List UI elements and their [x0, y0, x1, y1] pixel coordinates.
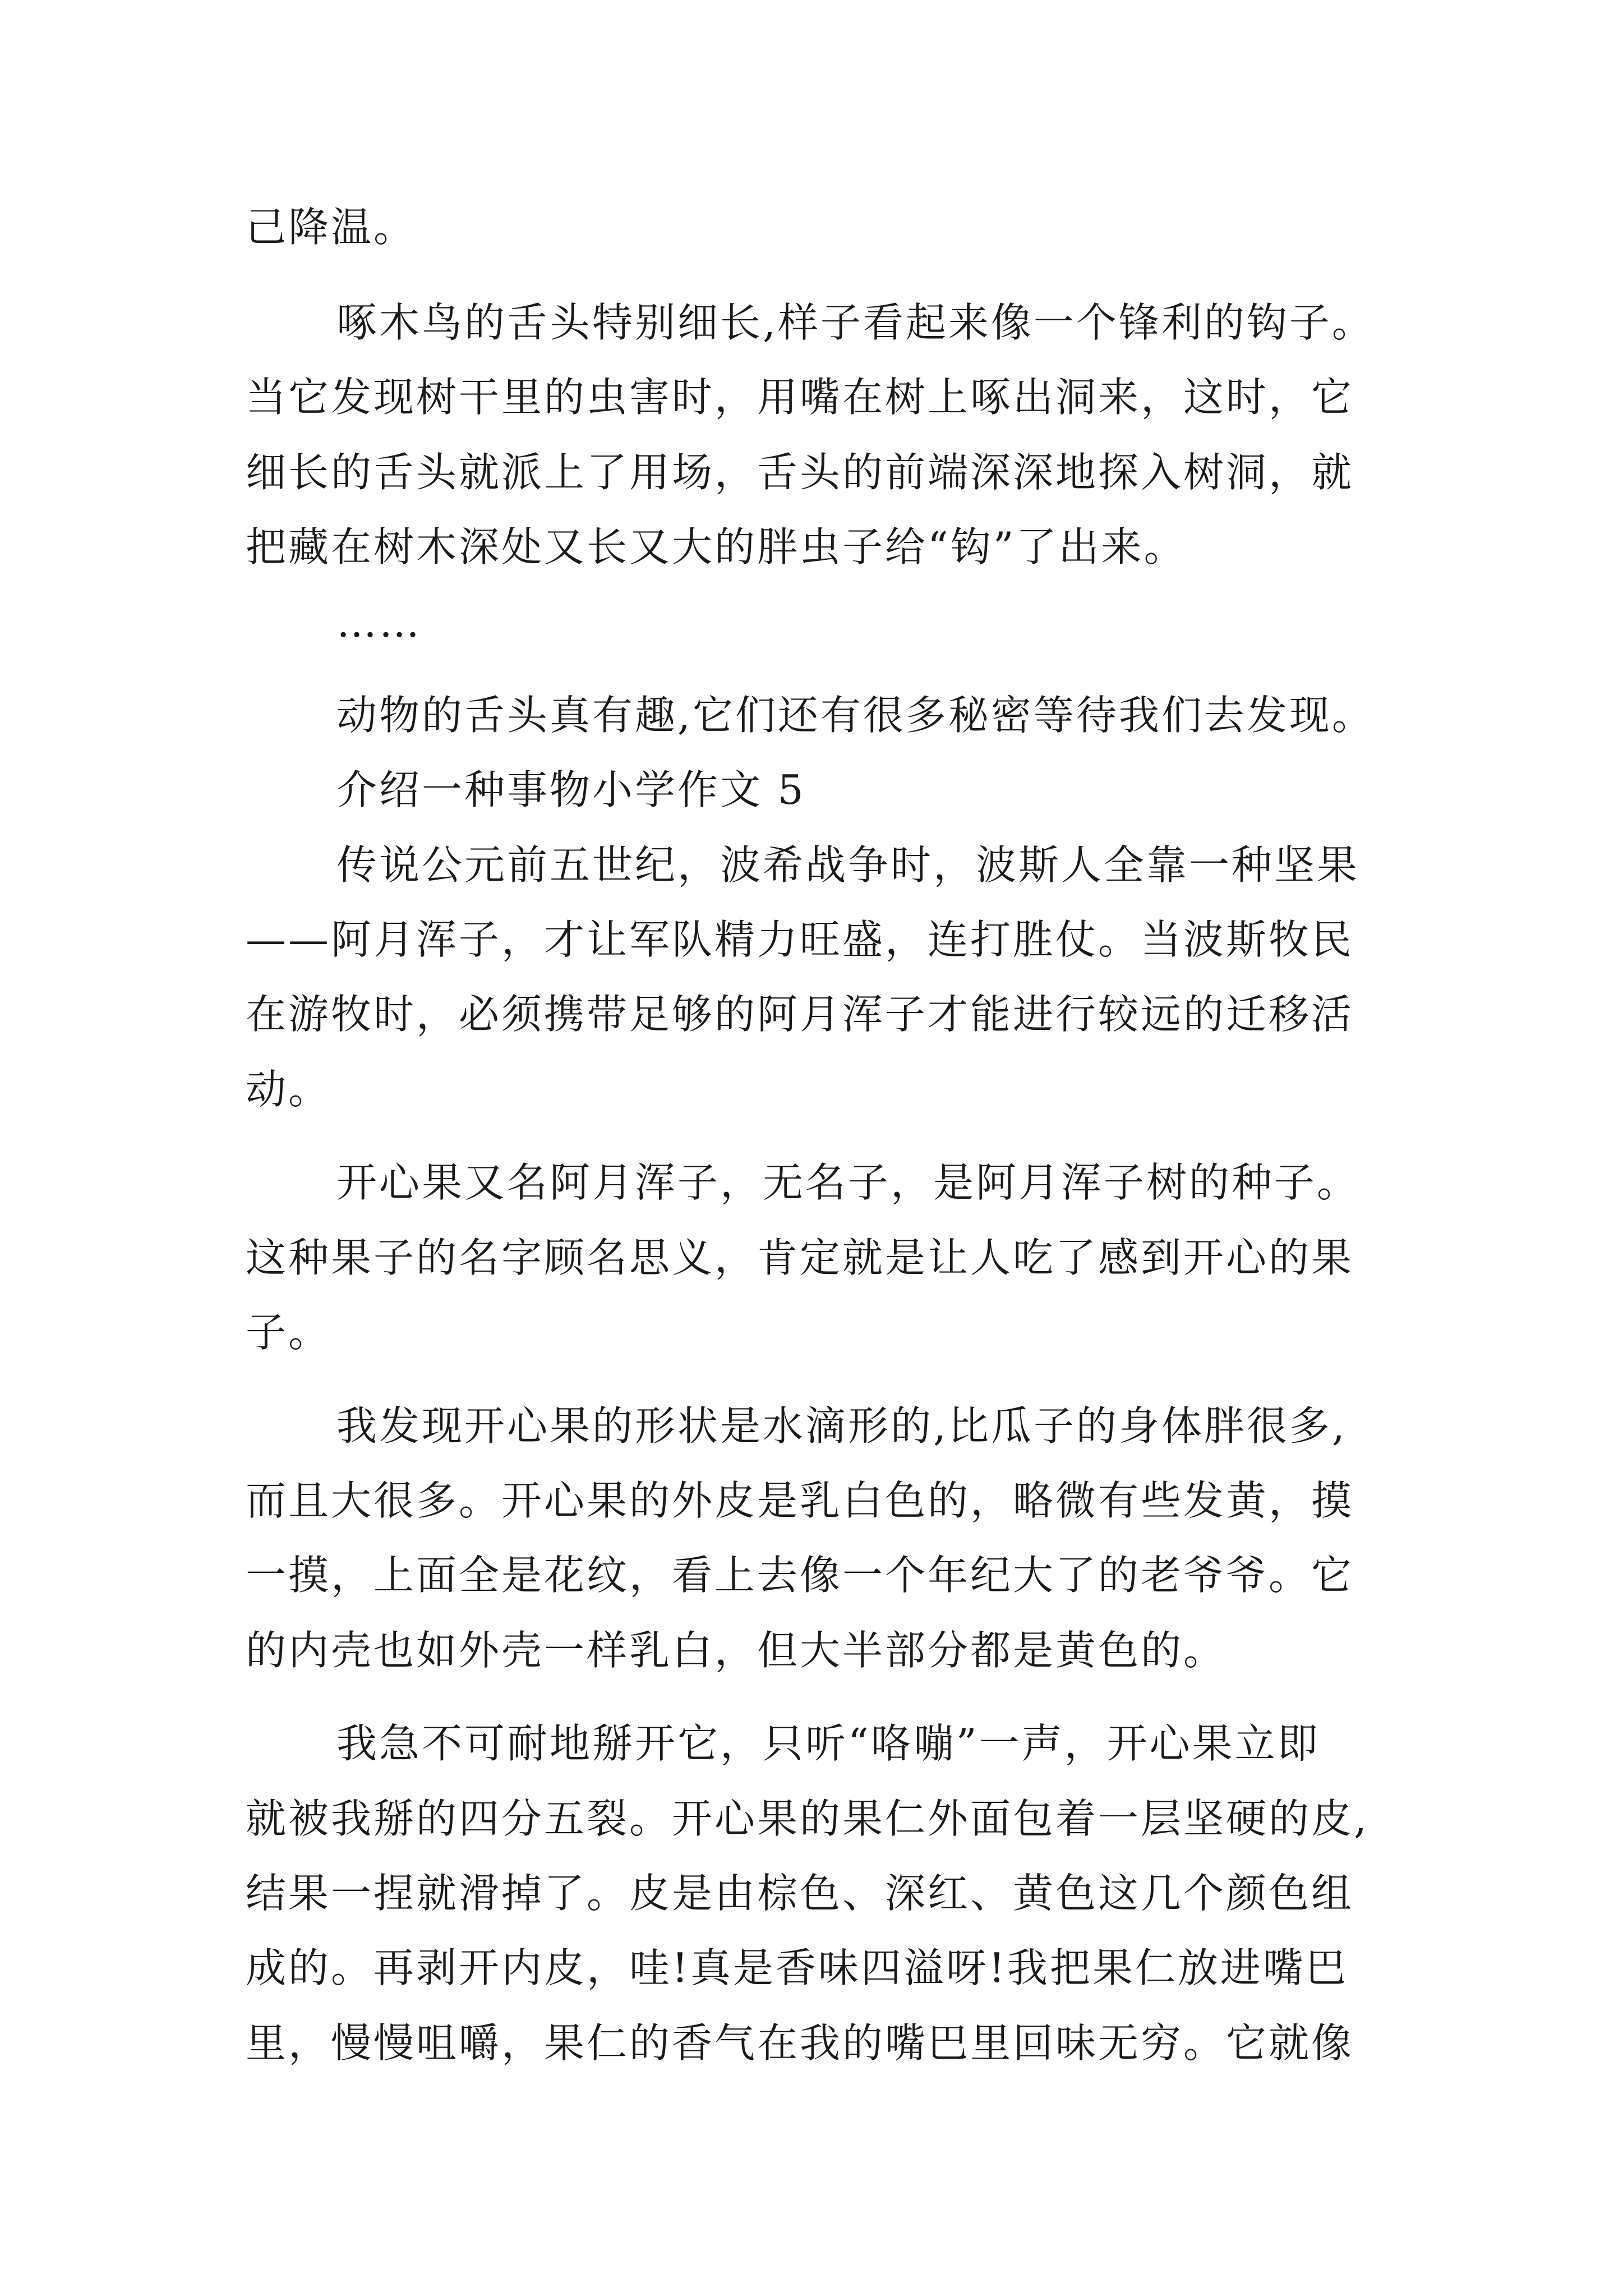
text-line: 啄木鸟的舌头特别细长,样子看起来像一个锋利的钩子。	[336, 299, 1375, 346]
text-line: 己降温。	[246, 204, 417, 251]
text-line: 当它发现树干里的虫害时，用嘴在树上啄出洞来，这时，它	[246, 374, 1354, 421]
text-line: 动。	[246, 1066, 331, 1113]
text-line: 的内壳也如外壳一样乳白，但大半部分都是黄色的。	[246, 1627, 1227, 1674]
text-line: 结果一捏就滑掉了。皮是由棕色、深红、黄色这几个颜色组	[246, 1870, 1354, 1917]
text-line: 开心果又名阿月浑子，无名子，是阿月浑子树的种子。	[336, 1159, 1360, 1206]
text-line: 我发现开心果的形状是水滴形的,比瓜子的身体胖很多,	[336, 1402, 1347, 1450]
text-line: 成的。再剥开内皮，哇!真是香味四溢呀!我把果仁放进嘴巴	[246, 1944, 1348, 1991]
text-line: 就被我掰的四分五裂。开心果的果仁外面包着一层坚硬的皮,	[246, 1795, 1369, 1842]
text-line: 传说公元前五世纪，波希战争时，波斯人全靠一种坚果	[336, 841, 1360, 889]
text-line: 里，慢慢咀嚼，果仁的香气在我的嘴巴里回味无穷。它就像	[246, 2019, 1354, 2067]
text-line: 而且大很多。开心果的外皮是乳白色的，略微有些发黄，摸	[246, 1477, 1354, 1524]
text-line: 在游牧时，必须携带足够的阿月浑子才能进行较远的迁移活	[246, 991, 1354, 1038]
section-heading: 介绍一种事物小学作文 5	[336, 766, 806, 813]
text-line: 把藏在树木深处又长又大的胖虫子给“钩”了出来。	[246, 523, 1187, 570]
text-line: 细长的舌头就派上了用场，舌头的前端深深地探入树洞，就	[246, 449, 1354, 496]
text-line: 子。	[246, 1309, 331, 1356]
text-line: 动物的舌头真有趣,它们还有很多秘密等待我们去发现。	[336, 692, 1375, 739]
text-line: ——阿月浑子，才让军队精力旺盛，连打胜仗。当波斯牧民	[246, 916, 1354, 963]
text-line: ……	[336, 599, 422, 646]
text-line: 一摸，上面全是花纹，看上去像一个年纪大了的老爷爷。它	[246, 1552, 1354, 1599]
text-line: 这种果子的名字顾名思义，肯定就是让人吃了感到开心的果	[246, 1234, 1354, 1281]
text-line: 我急不可耐地掰开它，只听“咯嘣”一声，开心果立即	[336, 1720, 1320, 1767]
